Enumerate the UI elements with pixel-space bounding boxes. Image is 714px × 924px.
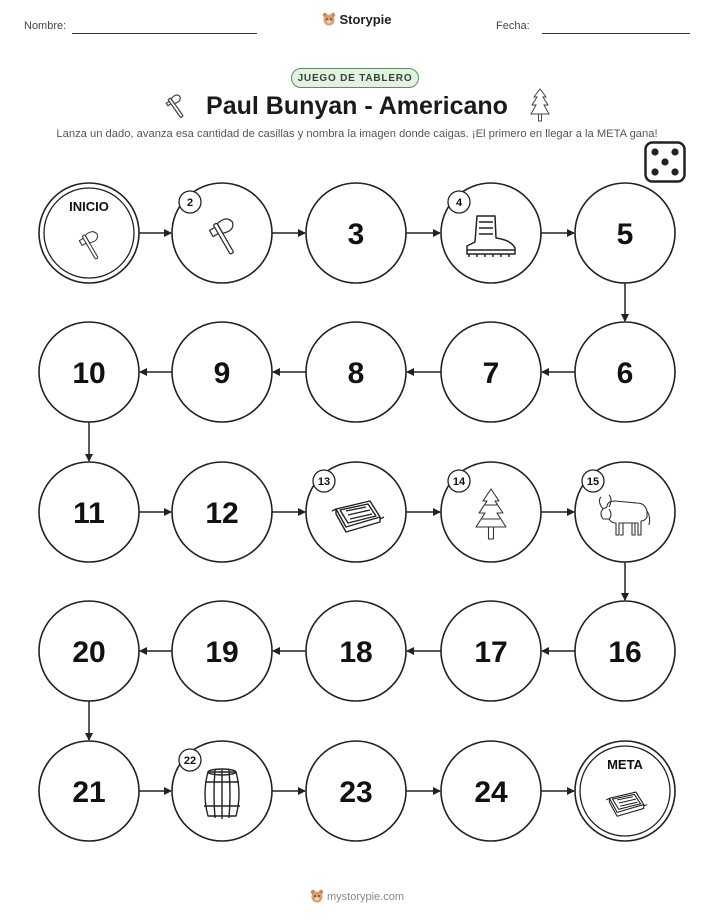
board-space-3 <box>306 183 406 283</box>
board-space-24 <box>441 741 541 841</box>
board-space-7 <box>441 322 541 422</box>
space-number: 5 <box>616 218 634 251</box>
space-label: META <box>607 757 643 772</box>
board-space-4 <box>441 183 541 283</box>
board-space-21 <box>39 741 139 841</box>
space-number: 16 <box>608 636 642 669</box>
space-number-badge: 15 <box>586 476 600 488</box>
space-number: 18 <box>339 636 373 669</box>
board-space-9 <box>172 322 272 422</box>
board-space-12 <box>172 462 272 562</box>
board-space-16 <box>575 601 675 701</box>
space-number-badge: 22 <box>183 755 197 767</box>
space-number: 11 <box>73 497 105 530</box>
instructions: Lanza un dado, avanza esa cantidad de casillas y nombra la imagen donde caigas. ¡El primero en llegar a la META gana! <box>56 128 658 140</box>
space-number-badge: 13 <box>317 476 331 488</box>
board-space-19 <box>172 601 272 701</box>
board-space-25 <box>575 741 675 841</box>
space-number-badge: 14 <box>452 476 466 488</box>
board-space-14 <box>441 462 541 562</box>
space-number: 6 <box>616 357 634 390</box>
board-space-11 <box>39 462 139 562</box>
name-label: Nombre: <box>24 20 67 32</box>
space-number: 8 <box>347 357 365 390</box>
space-number: 7 <box>482 357 500 390</box>
board-space-1 <box>39 183 139 283</box>
date-label: Fecha: <box>496 20 530 32</box>
board-space-5 <box>575 183 675 283</box>
space-number: 19 <box>205 636 239 669</box>
space-number: 12 <box>205 497 239 530</box>
space-number: 20 <box>72 636 106 669</box>
footer <box>0 889 714 903</box>
board-space-18 <box>306 601 406 701</box>
board-space-17 <box>441 601 541 701</box>
board-space-8 <box>306 322 406 422</box>
board-space-10 <box>39 322 139 422</box>
game-type-badge: JUEGO DE TABLERO <box>291 68 419 88</box>
board-spaces <box>39 183 675 841</box>
space-label: INICIO <box>69 199 109 214</box>
board-space-22 <box>172 741 272 841</box>
board-space-23 <box>306 741 406 841</box>
space-number-badge: 4 <box>455 197 463 209</box>
space-number-badge: 2 <box>186 197 194 209</box>
space-number: 24 <box>474 776 508 809</box>
board-space-13 <box>306 462 406 562</box>
space-number: 17 <box>474 636 508 669</box>
board-space-15 <box>575 462 675 562</box>
space-number: 3 <box>347 218 365 251</box>
footer-site: mystorypie.com <box>326 891 405 903</box>
brand-name: Storypie <box>339 12 392 27</box>
bear-logo-icon <box>310 889 324 903</box>
space-number: 21 <box>72 776 106 809</box>
board-space-20 <box>39 601 139 701</box>
space-number: 9 <box>213 357 231 390</box>
board-space-6 <box>575 322 675 422</box>
board-space-2 <box>172 183 272 283</box>
space-number: 23 <box>339 776 373 809</box>
space-number: 10 <box>72 357 106 390</box>
page-title: Paul Bunyan - Americano <box>206 92 508 120</box>
